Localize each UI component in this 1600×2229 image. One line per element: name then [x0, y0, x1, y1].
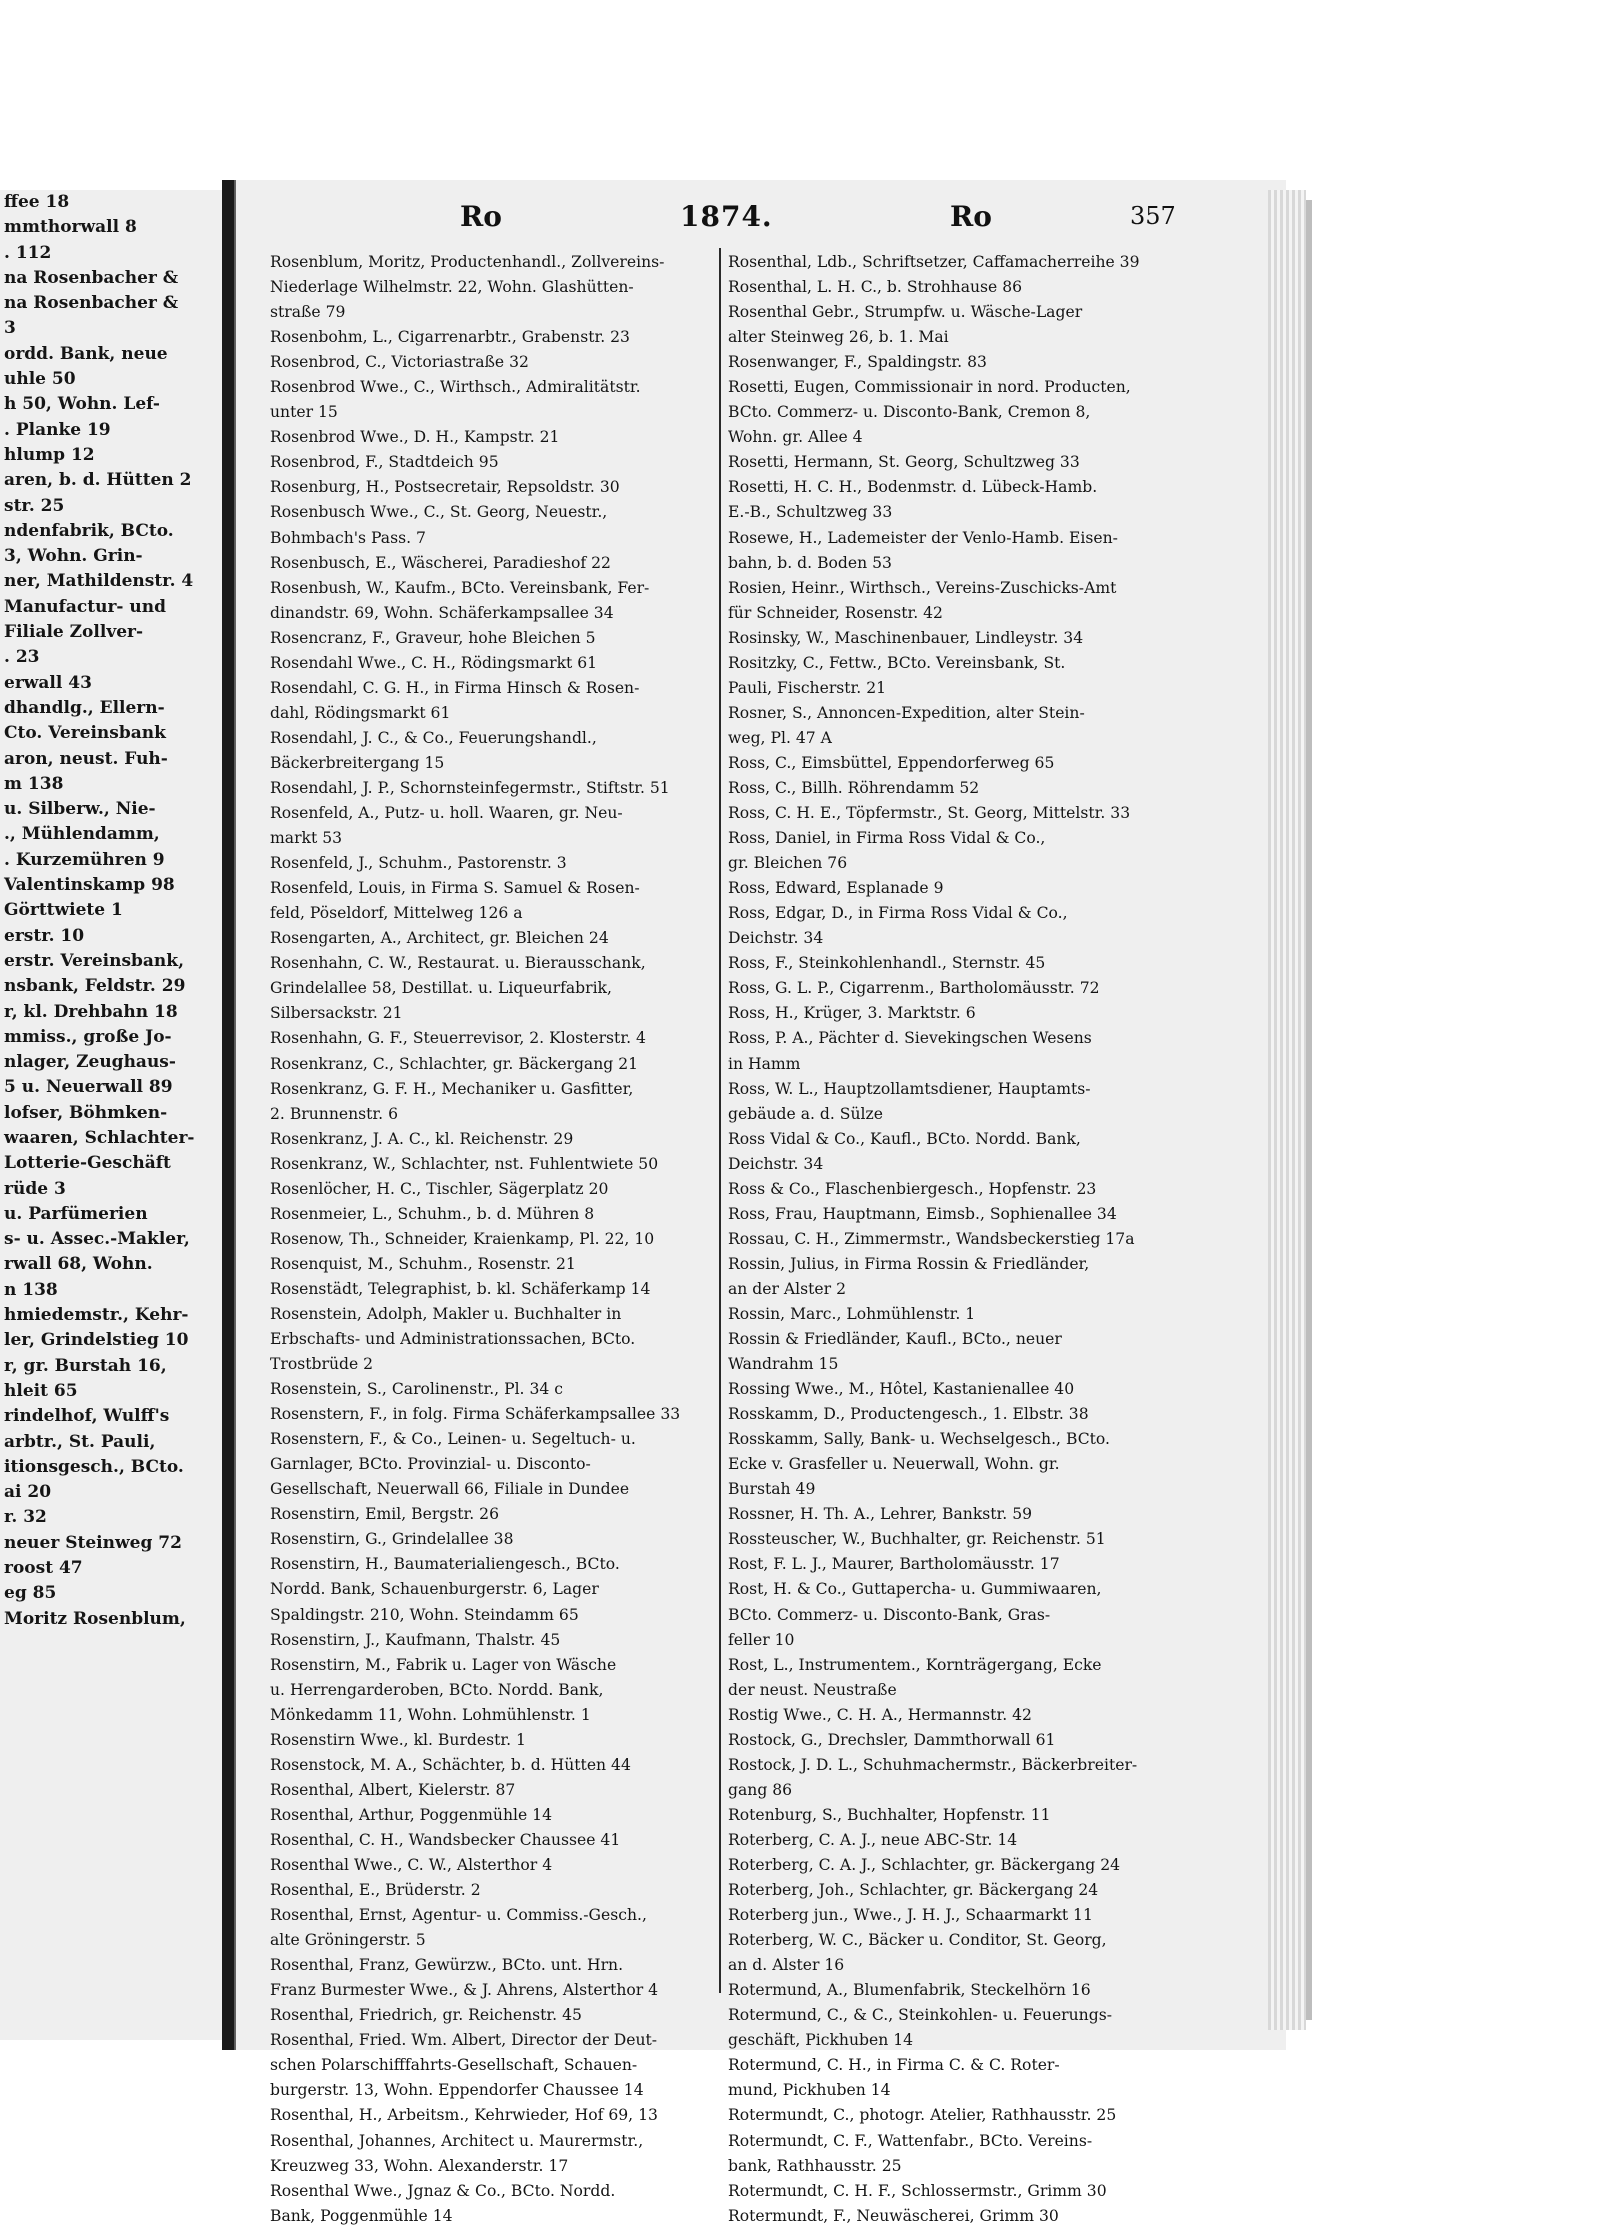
directory-entry-line: Rosenkranz, W., Schlachter, nst. Fuhlentwiete 50	[270, 1154, 659, 1173]
fragment-line: arbtr., St. Pauli,	[4, 1431, 156, 1452]
fragment-line: waaren, Schlachter-	[4, 1127, 195, 1148]
directory-entry-line: Rostock, J. D. L., Schuhmachermstr., Bäckerbreiter-	[728, 1755, 1138, 1774]
fragment-line: ai 20	[4, 1482, 52, 1503]
directory-entry-line: Roterberg, C. A. J., Schlachter, gr. Bäckergang 24	[728, 1856, 1121, 1874]
directory-entry-line: Rosner, S., Annoncen-Expedition, alter Stein-	[728, 703, 1085, 722]
fragment-line: r, gr. Burstah 16,	[4, 1355, 167, 1376]
directory-entry-line: Rosien, Heinr., Wirthsch., Vereins-Zuschicks-Amt	[728, 578, 1117, 597]
directory-entry-line: Rosenblum, Moritz, Productenhandl., Zollvereins-	[270, 253, 665, 271]
directory-entry-line: Rosenthal, Friedrich, gr. Reichenstr. 45	[270, 2006, 582, 2025]
fragment-line: rwall 68, Wohn.	[4, 1254, 153, 1275]
fragment-line: mmthorwall 8	[4, 217, 137, 238]
directory-entry-line: Niederlage Wilhelmstr. 22, Wohn. Glashütten-	[270, 278, 634, 297]
directory-entry-line: Rotermundt, C., photogr. Atelier, Rathhausstr. 25	[728, 2106, 1117, 2125]
directory-entry-line: Bohmbach's Pass. 7	[270, 528, 426, 547]
directory-entry-line: Rosenfeld, J., Schuhm., Pastorenstr. 3	[270, 854, 567, 873]
directory-entry-line: Rosskamm, Sally, Bank- u. Wechselgesch., BCto.	[728, 1430, 1110, 1449]
directory-entry-line: Rosencranz, F., Graveur, hohe Bleichen 5	[270, 628, 596, 647]
fragment-line: m 138	[4, 773, 64, 794]
directory-entry-line: Deichstr. 34	[728, 929, 824, 948]
fragment-line: Filiale Zollver-	[4, 622, 144, 643]
fragment-line: Lotterie-Geschäft	[4, 1153, 171, 1174]
fragment-line: erstr. 10	[4, 925, 85, 946]
fragment-line: . Planke 19	[4, 419, 111, 440]
right-guide-word: Ro	[950, 200, 992, 233]
directory-entry-line: Rossin, Marc., Lohmühlenstr. 1	[728, 1304, 976, 1323]
directory-entry-line: Rosenstern, F., in folg. Firma Schäferkampsallee 33	[270, 1405, 681, 1424]
page-edges	[1268, 190, 1306, 2030]
fragment-line: aren, b. d. Hütten 2	[4, 470, 192, 491]
directory-entry-line: Roterberg, C. A. J., neue ABC-Str. 14	[728, 1830, 1018, 1849]
directory-entry-line: Rosenstirn, Emil, Bergstr. 26	[270, 1505, 500, 1524]
directory-entry-line: Ross & Co., Flaschenbiergesch., Hopfenstr. 23	[728, 1179, 1097, 1198]
directory-entry-line: Rosengarten, A., Architect, gr. Bleichen 24	[270, 929, 609, 948]
directory-entry-line: BCto. Commerz- u. Disconto-Bank, Cremon 8,	[728, 403, 1091, 422]
directory-entry-line: Rossner, H. Th. A., Lehrer, Bankstr. 59	[728, 1505, 1033, 1524]
directory-entry-line: Rostock, G., Drechsler, Dammthorwall 61	[728, 1730, 1056, 1749]
directory-entry-line: Burstah 49	[728, 1480, 816, 1499]
fragment-line: s- u. Assec.-Makler,	[4, 1229, 190, 1250]
directory-entry-line: Rotermund, C., & C., Steinkohlen- u. Feuerungs-	[728, 2006, 1112, 2025]
directory-entry-line: Rotermundt, F., Neuwäscherei, Grimm 30	[728, 2206, 1059, 2225]
directory-entry-line: für Schneider, Rosenstr. 42	[728, 603, 943, 622]
fragment-line: uhle 50	[4, 369, 76, 390]
directory-entry-line: Rosenow, Th., Schneider, Kraienkamp, Pl. 22, 10	[270, 1229, 655, 1248]
fragment-line: Valentinskamp 98	[4, 875, 175, 896]
directory-entry-line: Ross, Edward, Esplanade 9	[728, 879, 944, 898]
directory-entry-line: Rotermund, C. H., in Firma C. & C. Roter-	[728, 2056, 1060, 2075]
directory-entry-line: Franz Burmester Wwe., & J. Ahrens, Alsterthor 4	[270, 1981, 659, 2000]
directory-entry-line: Rosenkranz, C., Schlachter, gr. Bäckergang 21	[270, 1054, 639, 1073]
directory-entry-line: Rosenstern, F., & Co., Leinen- u. Segeltuch- u.	[270, 1430, 636, 1449]
fragment-line: ndenfabrik, BCto.	[4, 520, 174, 541]
directory-entry-line: Rosendahl, C. G. H., in Firma Hinsch & Rosen-	[270, 678, 640, 697]
directory-entry-line: Gesellschaft, Neuerwall 66, Filiale in Dundee	[270, 1480, 630, 1499]
directory-entry-line: Wohn. gr. Allee 4	[728, 428, 863, 447]
directory-entry-line: 2. Brunnenstr. 6	[270, 1104, 398, 1123]
directory-entry-line: Ross, C. H. E., Töpfermstr., St. Georg, Mittelstr. 33	[728, 804, 1131, 823]
directory-entry-line: Ross, P. A., Pächter d. Sievekingschen Wesens	[728, 1029, 1092, 1048]
fragment-line: 5 u. Neuerwall 89	[4, 1077, 173, 1098]
fragment-line: itionsgesch., BCto.	[4, 1456, 184, 1477]
directory-entry-line: Rosenthal, Ldb., Schriftsetzer, Caffamacherreihe 39	[728, 253, 1140, 271]
fragment-line: r. 32	[4, 1507, 47, 1528]
fragment-line: na Rosenbacher &	[4, 267, 179, 288]
directory-entry-line: Rosenbohm, L., Cigarrenarbtr., Grabenstr. 23	[270, 328, 630, 347]
directory-entry-line: der neust. Neustraße	[728, 1680, 897, 1699]
directory-entry-line: Ross, C., Eimsbüttel, Eppendorferweg 65	[728, 753, 1055, 772]
book-gutter	[222, 180, 234, 2050]
directory-entry-line: u. Herrengarderoben, BCto. Nordd. Bank,	[270, 1680, 604, 1699]
directory-entry-line: Rosendahl, J. P., Schornsteinfegermstr., Stiftstr. 51	[270, 778, 670, 797]
fragment-line: hmiedemstr., Kehr-	[4, 1305, 189, 1326]
fragment-line: lofser, Böhmken-	[4, 1102, 168, 1123]
directory-entry-line: Rosenstein, Adolph, Makler u. Buchhalter in	[270, 1304, 622, 1323]
directory-entry-line: Rosenfeld, Louis, in Firma S. Samuel & Rosen-	[270, 879, 640, 898]
fragment-line: ., Mühlendamm,	[4, 824, 160, 845]
fragment-line: ler, Grindelstieg 10	[4, 1330, 189, 1351]
fragment-line: . 23	[4, 647, 40, 668]
directory-entry-line: Roterberg jun., Wwe., J. H. J., Schaarmarkt 11	[728, 1906, 1093, 1925]
directory-entry-line: Ross, Daniel, in Firma Ross Vidal & Co.,	[728, 829, 1046, 848]
directory-entry-line: Rosenthal, L. H. C., b. Strohhause 86	[728, 278, 1023, 297]
directory-entry-line: Rosskamm, D., Productengesch., 1. Elbstr. 38	[728, 1405, 1089, 1424]
directory-entry-line: feller 10	[728, 1630, 795, 1649]
directory-entry-line: Ecke v. Grasfeller u. Neuerwall, Wohn. gr.	[728, 1455, 1060, 1474]
directory-column-left	[270, 250, 722, 2229]
directory-entry-line: Bäckerbreitergang 15	[270, 753, 445, 772]
directory-entry-line: an der Alster 2	[728, 1279, 846, 1298]
directory-entry-line: Trostbrüde 2	[270, 1355, 374, 1374]
directory-entry-line: Mönkedamm 11, Wohn. Lohmühlenstr. 1	[270, 1705, 591, 1724]
directory-entry-line: Deichstr. 34	[728, 1154, 824, 1173]
directory-entry-line: Rosenwanger, F., Spaldingstr. 83	[728, 353, 987, 372]
page-edge-outer	[1306, 200, 1312, 2020]
directory-entry-line: Rosenbusch Wwe., C., St. Georg, Neuestr.,	[270, 503, 608, 522]
fragment-line: Görttwiete 1	[4, 900, 123, 921]
year-heading: 1874.	[680, 200, 773, 233]
fragment-line: Manufactur- und	[4, 596, 166, 617]
fragment-line: u. Silberw., Nie-	[4, 799, 156, 820]
left-page-fragment	[0, 190, 222, 2040]
fragment-line: rindelhof, Wulff's	[4, 1406, 170, 1427]
directory-entry-line: geschäft, Pickhuben 14	[728, 2031, 914, 2050]
fragment-line: n 138	[4, 1279, 58, 1300]
fragment-line: u. Parfümerien	[4, 1203, 148, 1224]
directory-entry-line: Rositzky, C., Fettw., BCto. Vereinsbank, St.	[728, 653, 1066, 672]
directory-entry-line: Erbschafts- und Administrationssachen, BCto.	[270, 1330, 636, 1349]
fragment-line: h 50, Wohn. Lef-	[4, 394, 160, 415]
directory-entry-line: Ross, G. L. P., Cigarrenm., Bartholomäusstr. 72	[728, 979, 1100, 998]
directory-entry-line: Rosendahl, J. C., & Co., Feuerungshandl.,	[270, 728, 597, 747]
fragment-line: nlager, Zeughaus-	[4, 1052, 176, 1073]
fragment-line: ordd. Bank, neue	[4, 343, 168, 364]
directory-entry-line: Rosenbrod Wwe., C., Wirthsch., Admiralitätstr.	[270, 378, 641, 397]
directory-entry-line: Rosenburg, H., Postsecretair, Repsoldstr. 30	[270, 478, 620, 497]
directory-entry-line: Rosenthal Wwe., C. W., Alsterthor 4	[270, 1856, 553, 1874]
directory-entry-line: gang 86	[728, 1780, 793, 1799]
directory-entry-line: Rosenbrod Wwe., D. H., Kampstr. 21	[270, 428, 560, 447]
directory-entry-line: Rotermund, A., Blumenfabrik, Steckelhörn 16	[728, 1981, 1091, 2000]
directory-entry-line: bahn, b. d. Boden 53	[728, 553, 892, 572]
directory-entry-line: Rosenstirn, H., Baumaterialiengesch., BCto.	[270, 1555, 620, 1574]
directory-entry-line: Rosenstock, M. A., Schächter, b. d. Hütten 44	[270, 1755, 631, 1774]
fragment-line: r, kl. Drehbahn 18	[4, 1001, 178, 1022]
left-guide-word: Ro	[460, 200, 502, 233]
directory-entry-line: Ross, W. L., Hauptzollamtsdiener, Hauptamts-	[728, 1079, 1091, 1098]
directory-entry-line: Rosetti, Eugen, Commissionair in nord. Producten,	[728, 378, 1131, 397]
directory-entry-line: Rossau, C. H., Zimmermstr., Wandsbeckerstieg 17a	[728, 1229, 1135, 1248]
directory-entry-line: Rosenstirn, M., Fabrik u. Lager von Wäsche	[270, 1655, 617, 1674]
directory-entry-line: Rost, F. L. J., Maurer, Bartholomäusstr. 17	[728, 1555, 1060, 1574]
directory-entry-line: Rost, H. & Co., Guttapercha- u. Gummiwaaren,	[728, 1580, 1102, 1599]
directory-entry-line: Rosenhahn, G. F., Steuerrevisor, 2. Klosterstr. 4	[270, 1029, 646, 1048]
directory-entry-line: bank, Rathhausstr. 25	[728, 2156, 902, 2175]
directory-entry-line: Ross Vidal & Co., Kaufl., BCto. Nordd. Bank,	[728, 1129, 1081, 1148]
fragment-line: ffee 18	[4, 192, 70, 212]
directory-entry-line: Rosenthal, E., Brüderstr. 2	[270, 1881, 481, 1900]
fragment-line: erstr. Vereinsbank,	[4, 950, 184, 971]
directory-entry-line: Rosenbrod, C., Victoriastraße 32	[270, 353, 529, 372]
directory-entry-line: Rost, L., Instrumentem., Kornträgergang, Ecke	[728, 1655, 1102, 1674]
directory-entry-line: Pauli, Fischerstr. 21	[728, 678, 887, 697]
directory-entry-line: Rostig Wwe., C. H. A., Hermannstr. 42	[728, 1705, 1032, 1724]
directory-entry-line: Rosenquist, M., Schuhm., Rosenstr. 21	[270, 1254, 576, 1273]
fragment-line: mmiss., große Jo-	[4, 1026, 172, 1047]
directory-entry-line: Roterberg, W. C., Bäcker u. Conditor, St. Georg,	[728, 1931, 1107, 1950]
directory-entry-line: unter 15	[270, 403, 338, 422]
directory-entry-line: Rosenkranz, J. A. C., kl. Reichenstr. 29	[270, 1129, 574, 1148]
directory-entry-line: Rosenstein, S., Carolinenstr., Pl. 34 c	[270, 1380, 564, 1399]
fragment-line: roost 47	[4, 1558, 83, 1579]
fragment-line: na Rosenbacher &	[4, 293, 179, 314]
fragment-line: nsbank, Feldstr. 29	[4, 976, 186, 997]
directory-entry-line: Ross, F., Steinkohlenhandl., Sternstr. 45	[728, 954, 1046, 973]
fragment-line: aron, neust. Fuh-	[4, 748, 168, 769]
directory-entry-line: Rosenthal, Johannes, Architect u. Maurermstr.,	[270, 2131, 644, 2150]
directory-entry-line: Ross, C., Billh. Röhrendamm 52	[728, 778, 980, 797]
directory-entry-line: dahl, Rödingsmarkt 61	[270, 703, 451, 722]
directory-entry-line: Rosenthal Wwe., Jgnaz & Co., BCto. Nordd.	[270, 2181, 616, 2200]
directory-entry-line: Nordd. Bank, Schauenburgerstr. 6, Lager	[270, 1580, 599, 1599]
fragment-line: eg 85	[4, 1583, 57, 1604]
directory-entry-line: gebäude a. d. Sülze	[728, 1104, 883, 1123]
directory-entry-line: Bank, Poggenmühle 14	[270, 2206, 453, 2225]
directory-entry-line: Rossin & Friedländer, Kaufl., BCto., neuer	[728, 1330, 1062, 1349]
directory-entry-line: Rosenmeier, L., Schuhm., b. d. Mühren 8	[270, 1204, 595, 1223]
directory-entry-line: Grindelallee 58, Destillat. u. Liqueurfabrik,	[270, 979, 612, 998]
directory-entry-line: Rosetti, H. C. H., Bodenmstr. d. Lübeck-Hamb.	[728, 478, 1098, 497]
directory-entry-line: Roterberg, Joh., Schlachter, gr. Bäckergang 24	[728, 1881, 1099, 1900]
fragment-line: Cto. Vereinsbank	[4, 723, 166, 744]
directory-entry-line: Rosenthal, Albert, Kielerstr. 87	[270, 1780, 516, 1799]
directory-entry-line: Rosenstirn Wwe., kl. Burdestr. 1	[270, 1730, 526, 1749]
fragment-line: hleit 65	[4, 1380, 78, 1401]
directory-entry-line: weg, Pl. 47 A	[728, 728, 832, 747]
directory-entry-line: Wandrahm 15	[728, 1355, 839, 1374]
directory-entry-line: Rosenbush, W., Kaufm., BCto. Vereinsbank, Fer-	[270, 578, 650, 597]
directory-entry-line: gr. Bleichen 76	[728, 854, 848, 873]
directory-entry-line: feld, Pöseldorf, Mittelweg 126 a	[270, 904, 523, 923]
fragment-line: neuer Steinweg 72	[4, 1532, 182, 1553]
directory-column-right	[728, 250, 1180, 2229]
fragment-line: dhandlg., Ellern-	[4, 697, 165, 718]
directory-entry-line: Spaldingstr. 210, Wohn. Steindamm 65	[270, 1605, 579, 1624]
directory-entry-line: in Hamm	[728, 1054, 801, 1073]
directory-entry-line: Ross, H., Krüger, 3. Marktstr. 6	[728, 1004, 976, 1023]
directory-entry-line: Rosenbusch, E., Wäscherei, Paradieshof 22	[270, 553, 611, 572]
directory-entry-line: Rosenthal, H., Arbeitsm., Kehrwieder, Hof 69, 13	[270, 2106, 658, 2125]
directory-entry-line: mund, Pickhuben 14	[728, 2081, 891, 2100]
directory-entry-line: Rosenthal, Fried. Wm. Albert, Director der Deut-	[270, 2031, 658, 2050]
fragment-line: 3, Wohn. Grin-	[4, 546, 143, 567]
directory-entry-line: burgerstr. 13, Wohn. Eppendorfer Chaussee 14	[270, 2081, 644, 2100]
directory-entry-line: Ross, Edgar, D., in Firma Ross Vidal & Co.,	[728, 904, 1068, 923]
directory-entry-line: Rosenkranz, G. F. H., Mechaniker u. Gasfitter,	[270, 1079, 634, 1098]
directory-entry-line: Rosenfeld, A., Putz- u. holl. Waaren, gr. Neu-	[270, 804, 623, 823]
directory-entry-line: Ross, Frau, Hauptmann, Eimsb., Sophienallee 34	[728, 1204, 1117, 1223]
directory-entry-line: Garnlager, BCto. Provinzial- u. Disconto-	[270, 1455, 591, 1474]
directory-entry-line: Rosenstirn, G., Grindelallee 38	[270, 1530, 514, 1549]
directory-entry-line: Rosenstirn, J., Kaufmann, Thalstr. 45	[270, 1630, 561, 1649]
fragment-line: . Kurzemühren 9	[4, 849, 165, 870]
directory-entry-line: Rosenlöcher, H. C., Tischler, Sägerplatz 20	[270, 1179, 609, 1198]
fragment-line: rüde 3	[4, 1178, 66, 1199]
directory-entry-line: Rosenhahn, C. W., Restaurat. u. Bierausschank,	[270, 954, 646, 973]
fragment-line: ner, Mathildenstr. 4	[4, 571, 194, 592]
directory-entry-line: straße 79	[270, 303, 346, 322]
fragment-line: hlump 12	[4, 444, 95, 465]
directory-entry-line: Rosenthal, Franz, Gewürzw., BCto. unt. Hrn.	[270, 1956, 624, 1975]
directory-entry-line: an d. Alster 16	[728, 1956, 845, 1975]
directory-entry-line: markt 53	[270, 829, 343, 848]
directory-entry-line: Rotermundt, C. H. F., Schlossermstr., Grimm 30	[728, 2181, 1107, 2200]
directory-entry-line: Silbersackstr. 21	[270, 1004, 403, 1023]
directory-entry-line: Rosendahl Wwe., C. H., Rödingsmarkt 61	[270, 653, 598, 672]
page-header	[260, 200, 1180, 240]
directory-entry-line: Rosinsky, W., Maschinenbauer, Lindleystr. 34	[728, 628, 1084, 647]
fragment-line: . 112	[4, 242, 52, 263]
fragment-line: Moritz Rosenblum,	[4, 1608, 186, 1629]
directory-entry-line: Rosetti, Hermann, St. Georg, Schultzweg 33	[728, 453, 1080, 472]
directory-entry-line: alte Gröningerstr. 5	[270, 1931, 426, 1950]
directory-entry-line: Kreuzweg 33, Wohn. Alexanderstr. 17	[270, 2156, 569, 2175]
directory-entry-line: BCto. Commerz- u. Disconto-Bank, Gras-	[728, 1605, 1051, 1624]
fragment-line: erwall 43	[4, 672, 92, 693]
directory-entry-line: Rotenburg, S., Buchhalter, Hopfenstr. 11	[728, 1805, 1051, 1824]
directory-entry-line: Rotermundt, C. F., Wattenfabr., BCto. Vereins-	[728, 2131, 1093, 2150]
fragment-line: 3	[4, 318, 16, 339]
directory-entry-line: Rossin, Julius, in Firma Rossin & Friedländer,	[728, 1254, 1090, 1273]
fragment-line: str. 25	[4, 495, 65, 516]
directory-entry-line: dinandstr. 69, Wohn. Schäferkampsallee 34	[270, 603, 614, 622]
directory-entry-line: alter Steinweg 26, b. 1. Mai	[728, 328, 949, 347]
directory-entry-line: Rossteuscher, W., Buchhalter, gr. Reichenstr. 51	[728, 1530, 1106, 1549]
page-number: 357	[1130, 202, 1176, 230]
directory-entry-line: Rosenbrod, F., Stadtdeich 95	[270, 453, 499, 472]
directory-entry-line: Rosenthal, C. H., Wandsbecker Chaussee 41	[270, 1830, 621, 1849]
directory-entry-line: Rosenthal, Arthur, Poggenmühle 14	[270, 1805, 553, 1824]
directory-entry-line: Rosewe, H., Lademeister der Venlo-Hamb. Eisen-	[728, 528, 1118, 547]
directory-entry-line: Rosenstädt, Telegraphist, b. kl. Schäferkamp 14	[270, 1279, 651, 1298]
directory-entry-line: schen Polarschifffahrts-Gesellschaft, Schauen-	[270, 2056, 638, 2075]
directory-entry-line: Rosenthal, Ernst, Agentur- u. Commiss.-Gesch.,	[270, 1906, 647, 1925]
directory-entry-line: Rossing Wwe., M., Hôtel, Kastanienallee 40	[728, 1380, 1075, 1399]
directory-entry-line: Rosenthal Gebr., Strumpfw. u. Wäsche-Lager	[728, 303, 1083, 322]
directory-entry-line: E.-B., Schultzweg 33	[728, 503, 893, 522]
